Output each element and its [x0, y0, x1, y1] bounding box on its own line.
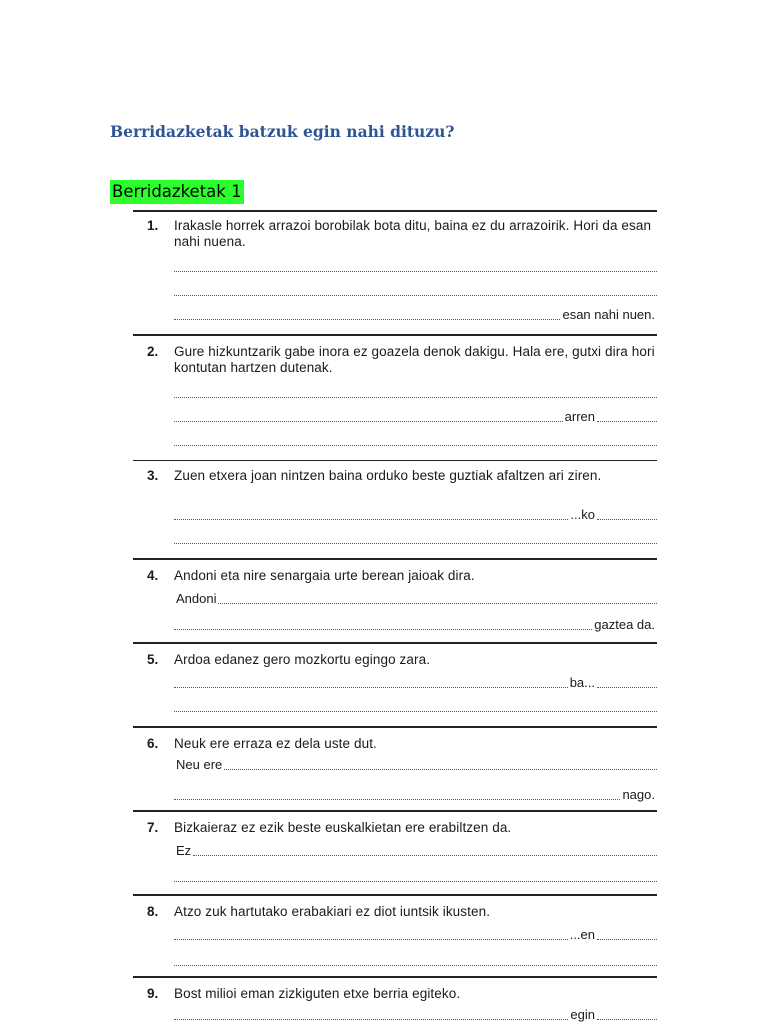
answer-line[interactable]	[174, 700, 657, 714]
exercise-number: 1.	[147, 218, 159, 233]
answer-line[interactable]	[174, 434, 657, 448]
answer-line[interactable]	[174, 788, 657, 802]
separator-line	[133, 558, 657, 560]
exercise-number: 7.	[147, 820, 159, 835]
answer-line[interactable]	[174, 844, 657, 858]
exercise-text: Gure hizkuntzarik gabe inora ez goazela denok dakigu. Hala ere, gutxi dira hori kontutan hartzen dutenak.	[174, 344, 655, 375]
answer-line[interactable]	[174, 284, 657, 298]
exercise-text: Irakasle horrek arrazoi borobilak bota ditu, baina ez du arrazoirik. Hori da esan nahi nuena.	[174, 218, 652, 249]
exercise-number: 4.	[147, 568, 159, 583]
answer-hint: ...ko	[570, 507, 595, 522]
separator-line	[133, 726, 657, 728]
answer-hint: ba...	[569, 675, 595, 690]
exercise-number: 9.	[147, 986, 159, 1001]
exercise-text: Zuen etxera joan nintzen baina orduko beste guztiak afaltzen ari ziren.	[174, 468, 602, 483]
answer-line[interactable]	[174, 308, 657, 322]
answer-start: Andoni	[176, 591, 217, 606]
answer-line[interactable]	[174, 758, 657, 772]
separator-line	[133, 460, 657, 461]
answer-line[interactable]	[174, 954, 657, 968]
separator-line	[133, 642, 657, 644]
answer-start: Neu ere	[176, 757, 223, 772]
answer-line[interactable]	[174, 928, 657, 942]
exercise-text: Bizkaieraz ez ezik beste euskalkietan ere erabiltzen da.	[174, 820, 512, 835]
answer-line[interactable]	[174, 260, 657, 274]
answer-line[interactable]	[174, 592, 657, 606]
answer-ending: nago.	[622, 787, 655, 802]
separator-line	[133, 334, 657, 336]
answer-line[interactable]	[174, 676, 657, 690]
answer-line[interactable]	[174, 508, 657, 522]
exercise-number: 5.	[147, 652, 159, 667]
answer-hint: egin	[570, 1007, 595, 1022]
answer-line[interactable]	[174, 618, 657, 632]
section-label: Berridazketak 1	[110, 180, 244, 204]
exercise-text: Neuk ere erraza ez dela uste dut.	[174, 736, 377, 751]
answer-ending: esan nahi nuen.	[562, 307, 655, 322]
exercise-text: Andoni eta nire senargaia urte berean jaioak dira.	[174, 568, 475, 583]
answer-line[interactable]	[174, 1008, 657, 1022]
exercise-text: Ardoa edanez gero mozkortu egingo zara.	[174, 652, 431, 667]
exercise-text: Bost milioi eman zizkiguten etxe berria egiteko.	[174, 986, 461, 1001]
exercise-number: 2.	[147, 344, 159, 359]
page-heading: Berridazketak batzuk egin nahi dituzu?	[110, 122, 455, 141]
exercise-number: 3.	[147, 468, 159, 483]
answer-line[interactable]	[174, 870, 657, 884]
exercise-number: 8.	[147, 904, 159, 919]
separator-line	[133, 210, 657, 212]
answer-hint: ...en	[569, 927, 595, 942]
answer-line[interactable]	[174, 532, 657, 546]
separator-line	[133, 894, 657, 896]
separator-line	[133, 976, 657, 978]
answer-ending: gaztea da.	[594, 617, 655, 632]
answer-line[interactable]	[174, 410, 657, 424]
exercise-text: Atzo zuk hartutako erabakiari ez diot iuntsik ikusten.	[174, 904, 491, 919]
answer-start: Ez	[176, 843, 192, 858]
exercise-number: 6.	[147, 736, 159, 751]
separator-line	[133, 810, 657, 812]
answer-hint: arren	[564, 409, 595, 424]
answer-line[interactable]	[174, 386, 657, 400]
